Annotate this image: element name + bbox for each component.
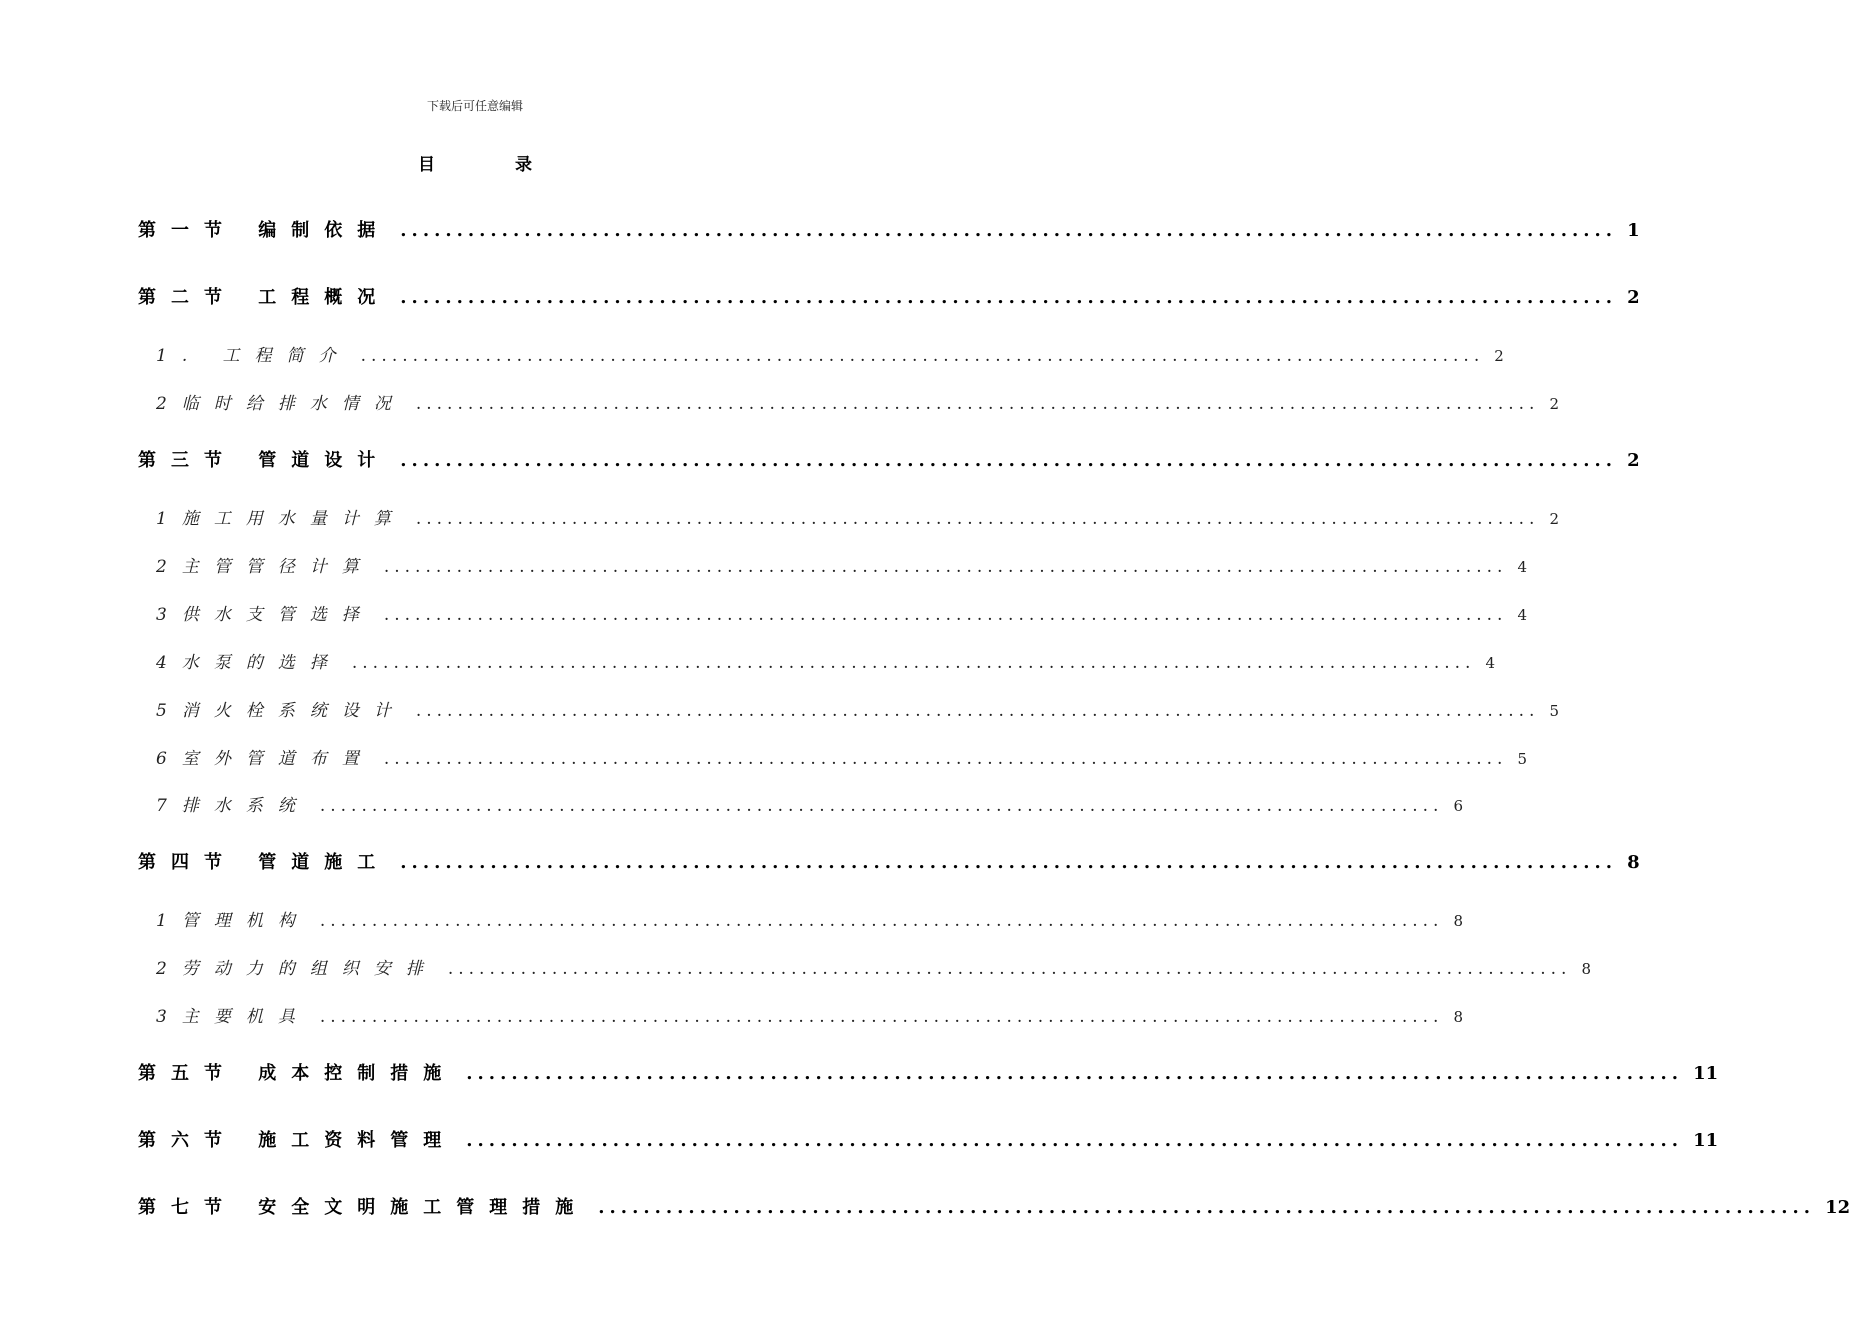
page-header: 下载后可任意编辑 xyxy=(426,99,523,113)
toc-page-number: 2 xyxy=(1627,450,1640,471)
toc-entry-label: 第七节 安全文明施工管理措施 xyxy=(138,1197,589,1218)
toc-page-number: 12 xyxy=(1825,1197,1850,1218)
toc-page-number: 5 xyxy=(1549,702,1559,720)
toc-entry-label: 2主管管径计算 xyxy=(156,557,374,577)
toc-entry-subsection[interactable] xyxy=(156,648,1495,673)
toc-leader-dots: ............................................................................................................ xyxy=(319,911,1444,931)
toc-page-number: 4 xyxy=(1517,606,1527,624)
toc-page-number: 4 xyxy=(1517,558,1527,576)
toc-entry-label: 2临时给排水情况 xyxy=(156,394,406,414)
toc-entry-label: 1. 工程简介 xyxy=(156,346,351,366)
toc-entry-label: 2劳动力的组织安排 xyxy=(156,959,438,979)
toc-page-number: 2 xyxy=(1494,347,1504,365)
toc-page-number: 2 xyxy=(1627,287,1640,308)
toc-page-number: 2 xyxy=(1549,395,1559,413)
toc-entry-subsection[interactable] xyxy=(156,744,1527,769)
toc-entry-label: 7排水系统 xyxy=(156,796,310,816)
toc-page-number: 5 xyxy=(1517,750,1527,768)
toc-leader-dots: ............................................................................................................ xyxy=(466,1063,1684,1084)
toc-entry-subsection[interactable] xyxy=(156,552,1527,577)
toc-leader-dots: ............................................................................................................ xyxy=(415,701,1540,721)
toc-title xyxy=(0,150,950,175)
toc-entry-subsection[interactable] xyxy=(156,341,1504,366)
toc-page-number: 8 xyxy=(1453,912,1463,930)
toc-leader-dots: ............................................................................................................ xyxy=(400,450,1618,471)
toc-entry-label: 第二节 工程概况 xyxy=(138,287,391,308)
toc-entry-label: 1施工用水量计算 xyxy=(156,509,406,529)
toc-page-number: 11 xyxy=(1693,1130,1719,1151)
toc-entry-section-7[interactable] xyxy=(138,1193,1850,1219)
toc-leader-dots: ............................................................................................................ xyxy=(466,1130,1684,1151)
toc-leader-dots: ............................................................................................................ xyxy=(447,959,1572,979)
toc-entry-label: 1管理机构 xyxy=(156,911,310,931)
toc-entry-label: 3主要机具 xyxy=(156,1007,310,1027)
toc-leader-dots: ............................................................................................................ xyxy=(598,1197,1816,1218)
toc-entry-subsection[interactable] xyxy=(156,906,1463,931)
toc-entry-subsection[interactable] xyxy=(156,389,1559,414)
toc-leader-dots: ............................................................................................................ xyxy=(360,346,1485,366)
toc-page-number: 6 xyxy=(1453,797,1463,815)
toc-leader-dots: ............................................................................................................ xyxy=(351,653,1476,673)
toc-page-number: 4 xyxy=(1485,654,1495,672)
toc-entry-subsection[interactable] xyxy=(156,600,1527,625)
toc-page-number: 11 xyxy=(1693,1063,1719,1084)
toc-entry-label: 5消火栓系统设计 xyxy=(156,701,406,721)
toc-leader-dots: ............................................................................................................ xyxy=(383,557,1508,577)
toc-entry-label: 3供水支管选择 xyxy=(156,605,374,625)
toc-page-number: 8 xyxy=(1453,1008,1463,1026)
toc-leader-dots: ............................................................................................................ xyxy=(415,509,1540,529)
toc-entry-subsection[interactable] xyxy=(156,696,1559,721)
toc-page-number: 8 xyxy=(1627,852,1640,873)
toc-entry-label: 第三节 管道设计 xyxy=(138,450,391,471)
toc-entry-label: 第六节 施工资料管理 xyxy=(138,1130,457,1151)
toc-entry-section-5[interactable] xyxy=(138,1059,1719,1085)
toc-entry-section-1[interactable] xyxy=(138,216,1640,242)
toc-entry-subsection[interactable] xyxy=(156,1002,1463,1027)
toc-entry-section-2[interactable] xyxy=(138,283,1640,309)
toc-entry-label: 6室外管道布置 xyxy=(156,749,374,769)
toc-leader-dots: ............................................................................................................ xyxy=(319,796,1444,816)
toc-title-left: 目 xyxy=(418,155,435,175)
toc-page-number: 8 xyxy=(1581,960,1591,978)
toc-entry-label: 第四节 管道施工 xyxy=(138,852,391,873)
toc-leader-dots: ............................................................................................................ xyxy=(400,852,1618,873)
toc-entry-label: 第一节 编制依据 xyxy=(138,220,391,241)
toc-entry-subsection[interactable] xyxy=(156,504,1559,529)
toc-entry-section-6[interactable] xyxy=(138,1126,1719,1152)
toc-entry-subsection[interactable] xyxy=(156,954,1591,979)
toc-leader-dots: ............................................................................................................ xyxy=(383,605,1508,625)
toc-leader-dots: ............................................................................................................ xyxy=(319,1007,1444,1027)
toc-page-number: 1 xyxy=(1627,220,1640,241)
toc-entry-section-4[interactable] xyxy=(138,848,1640,874)
toc-leader-dots: ............................................................................................................ xyxy=(400,220,1618,241)
toc-leader-dots: ............................................................................................................ xyxy=(400,287,1618,308)
toc-entry-label: 4水泵的选择 xyxy=(156,653,342,673)
toc-entry-label: 第五节 成本控制措施 xyxy=(138,1063,457,1084)
toc-page-number: 2 xyxy=(1549,510,1559,528)
toc-leader-dots: ............................................................................................................ xyxy=(415,394,1540,414)
toc-leader-dots: ............................................................................................................ xyxy=(383,749,1508,769)
toc-title-right: 录 xyxy=(515,155,532,175)
toc-entry-section-3[interactable] xyxy=(138,446,1640,472)
toc-entry-subsection[interactable] xyxy=(156,791,1463,816)
